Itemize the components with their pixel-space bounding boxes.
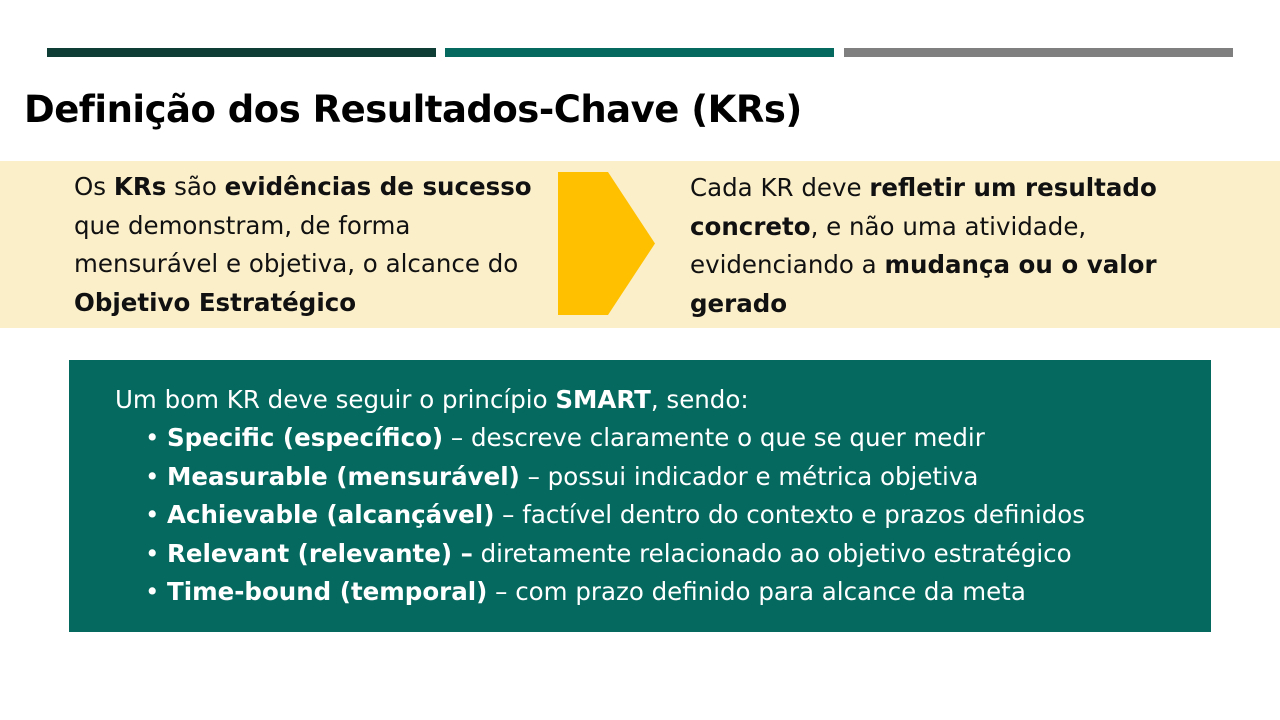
smart-item-relevant: • Relevant (relevante) – diretamente relacionado ao objetivo estratégico	[145, 535, 1085, 574]
smart-principle-box	[69, 360, 1211, 632]
header-bar-dark	[47, 48, 436, 57]
bullet-icon: •	[145, 500, 160, 529]
smart-criteria-list	[145, 419, 1085, 612]
bullet-icon: •	[145, 538, 160, 568]
smart-item-time-bound: • Time-bound (temporal) – com prazo definido para alcance da meta	[145, 573, 1085, 612]
header-bar-gray	[844, 48, 1233, 57]
bullet-icon: •	[145, 577, 160, 606]
smart-intro: Um bom KR deve seguir o princípio SMART, sendo:	[115, 385, 749, 414]
smart-item-achievable: • Achievable (alcançável) – factível dentro do contexto e prazos definidos	[145, 496, 1085, 535]
slide-title: Definição dos Resultados-Chave (KRs)	[24, 88, 802, 131]
bullet-icon: •	[145, 461, 160, 491]
smart-item-measurable: • Measurable (mensurável) – possui indicador e métrica objetiva	[145, 458, 1085, 497]
header-bar-teal	[445, 48, 834, 57]
bullet-icon: •	[145, 423, 160, 452]
kr-result-text: Cada KR deve refletir um resultado concreto, e não uma atividade, evidenciando a mudança ou o valor gerado	[690, 173, 1157, 318]
smart-item-specific: • Specific (específico) – descreve claramente o que se quer medir	[145, 419, 1085, 458]
kr-definition-text: Os KRs são evidências de sucesso que demonstram, de forma mensurável e objetiva, o alcance do Objetivo Estratégico	[74, 172, 532, 317]
chevron-arrow-icon	[558, 172, 655, 315]
